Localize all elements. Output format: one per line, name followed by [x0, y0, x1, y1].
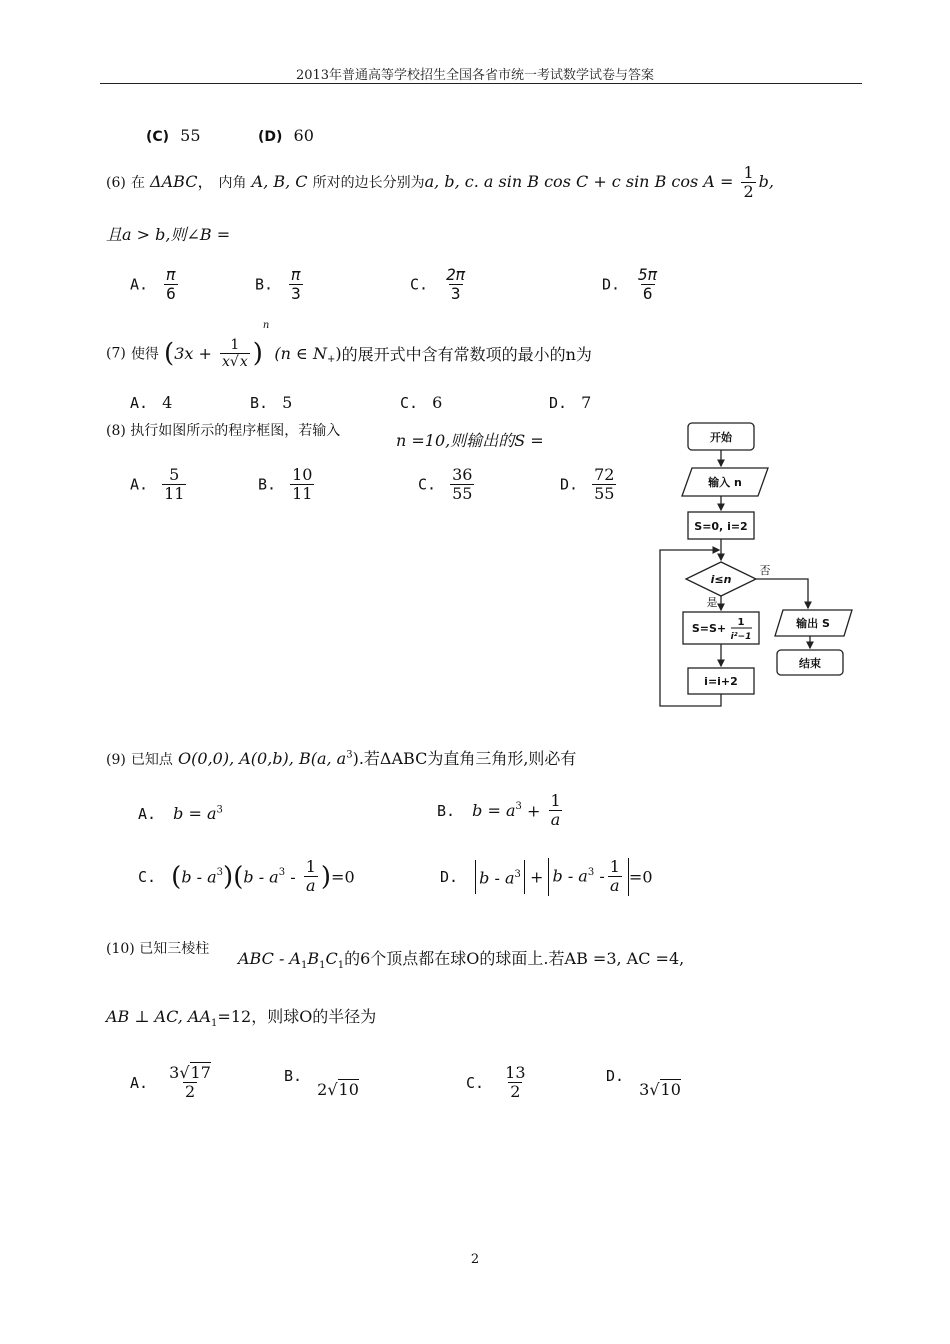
q7-cond-sub: + [326, 354, 336, 366]
q9-c-p2: b - a [243, 867, 279, 887]
q7-d-value: 7 [581, 393, 592, 412]
q9-points-close: ).若ΔABC为直角三角形,则必有 [352, 749, 577, 768]
q10-prism-b: B [307, 949, 320, 968]
flow-update-i-text: i=i+2 [704, 675, 738, 688]
q9-b-exp: 3 [515, 801, 522, 813]
q6-sides: a, b, c. [424, 172, 479, 191]
q10-option-c [466, 1064, 531, 1102]
q9-c-label: C. [138, 867, 157, 886]
q6-equation-left: a sin B cos C + c sin B cos A = [483, 172, 734, 191]
q6-c-label: C. [410, 275, 429, 294]
q9-d-p2: b - a [552, 866, 588, 886]
q6-a-num: π [166, 265, 176, 284]
q9-c-minus: - [290, 867, 296, 887]
q9-option-a [138, 804, 223, 823]
q6-frac-num: 1 [743, 162, 754, 182]
q6-b-den: 3 [291, 284, 301, 304]
q10-d-coef: 3 [639, 1080, 650, 1099]
q8-c-label: C. [418, 475, 437, 494]
q9-option-c [138, 858, 355, 896]
q10-a-coef: 3 [169, 1063, 180, 1082]
q10-a-label: A. [130, 1073, 149, 1092]
flow-end-text: 结束 [799, 657, 821, 670]
q7-cond-close: ) [335, 344, 342, 363]
q6-option-d [602, 266, 662, 304]
q7-option-a [130, 393, 172, 412]
q8-c-den: 55 [452, 484, 473, 504]
q9-c-p1: b - a [181, 867, 217, 887]
q7-b-label: B. [250, 394, 269, 412]
q5-d-value: 60 [293, 126, 314, 145]
q5-c-label: (C) [146, 129, 170, 145]
q8-c-num: 36 [452, 465, 473, 484]
sqrt-icon: √ [649, 1080, 660, 1099]
flow-input-text: 输入 n [708, 476, 742, 489]
q9-d-eq: =0 [628, 867, 653, 887]
q9-d-exp1: 3 [514, 869, 521, 881]
q10-intro: 已知三棱柱 [139, 941, 210, 957]
q7-frac-den [220, 353, 250, 370]
q8-option-c [418, 466, 477, 504]
q9-b-label: B. [437, 801, 456, 820]
q7-cond: (n ∈ N [274, 344, 327, 363]
q7-a-label: A. [130, 394, 149, 412]
sqrt-icon: √ [179, 1063, 190, 1082]
q10-stem-body [238, 946, 684, 971]
q9-d-den: a [610, 876, 620, 896]
q7-b-value: 5 [282, 393, 293, 412]
q5-c-value: 55 [180, 126, 201, 145]
q6-option-a [130, 266, 181, 304]
q9-stem [106, 746, 576, 769]
q6-a-label: A. [130, 275, 149, 294]
q9-c-den: a [306, 876, 316, 896]
q6-sides-text: 所对的边长分别为 [312, 175, 425, 191]
q8-tail: n =10,则输出的S = [396, 431, 544, 450]
q9-d-abs1 [475, 860, 525, 893]
q7-c-value: 6 [432, 393, 443, 412]
q8-b-label: B. [258, 475, 277, 494]
q9-d-label: D. [440, 867, 459, 886]
q8-stem [106, 420, 340, 440]
q9-points-exp: 3 [346, 749, 353, 761]
q10-b-label: B. [284, 1067, 303, 1085]
flow-update-num: 1 [737, 617, 745, 628]
q10-sub-c: 1 [337, 960, 345, 972]
q7-close-paren: ) [252, 338, 263, 369]
q9-c-paren2-close: ) [320, 861, 332, 892]
flow-update-den: i²−1 [730, 632, 752, 642]
q9-option-b [437, 792, 566, 830]
q10-line2-tail: =12，则球O的半径为 [217, 1007, 377, 1026]
q7-expr-a: 3x + [174, 344, 212, 363]
flow-update-s-text: S=S+ [691, 622, 727, 635]
q10-c-num: 13 [505, 1063, 526, 1082]
q9-points: O(0,0), A(0,b), B(a, a [178, 749, 347, 768]
q7-den-x: x [221, 354, 230, 370]
q8-a-label: A. [130, 475, 149, 494]
page-number: 2 [470, 1252, 480, 1267]
q6-d-num: 5π [638, 265, 658, 284]
q6-vertices: A, B, C [251, 172, 308, 191]
q9-intro: 已知点 [130, 752, 173, 768]
q6-stem [106, 162, 774, 203]
q6-comma: ， [197, 172, 214, 191]
flow-output-text: 输出 S [796, 617, 830, 630]
q9-a-label: A. [138, 805, 157, 823]
q9-b-expr: b = a [472, 801, 516, 821]
q6-intro: 在 [130, 175, 145, 191]
q9-a-exp: 3 [216, 804, 223, 816]
q10-option-b [284, 1066, 359, 1099]
q10-sub-a: 1 [300, 960, 308, 972]
q7-tail: 的展开式中含有常数项的最小的n为 [341, 345, 592, 364]
q9-option-d [440, 858, 653, 896]
q10-prism: ABC - A [238, 949, 301, 968]
q7-d-label: D. [549, 394, 568, 412]
q7-open-paren: ( [164, 338, 175, 369]
q10-c-label: C. [466, 1073, 485, 1092]
program-flowchart [655, 420, 870, 710]
q8-b-num: 10 [292, 465, 313, 484]
q6-d-den: 6 [642, 284, 653, 304]
flow-yes-label: 是 [706, 596, 718, 609]
q10-line2-text: AB ⊥ AC, AA [106, 1007, 212, 1026]
q8-number: (8) [106, 423, 126, 439]
q6-c-num: 2π [446, 265, 466, 284]
q6-option-c [410, 266, 470, 304]
q9-b-plus: + [526, 801, 541, 821]
q6-half-fraction [741, 164, 755, 202]
q5-d-label: (D) [258, 129, 283, 145]
q10-option-d [606, 1066, 681, 1099]
q10-prism-tail: 的6个顶点都在球O的球面上.若AB =3, AC =4, [344, 949, 685, 968]
q10-line2-sub: 1 [211, 1018, 218, 1030]
q5-option-c [146, 126, 201, 145]
q10-a-rad: 17 [190, 1063, 211, 1082]
q8-a-num: 5 [169, 465, 180, 484]
q10-b-coef: 2 [317, 1080, 328, 1099]
q6-number: (6) [106, 175, 126, 191]
q10-a-den: 2 [184, 1082, 196, 1102]
q10-stem-head [106, 938, 209, 958]
sqrt-icon: √ [229, 354, 239, 370]
q9-c-paren2-open: ( [233, 861, 244, 892]
q9-d-plus: + [529, 867, 544, 887]
q8-option-d [560, 466, 619, 504]
q10-b-rad: 10 [338, 1080, 359, 1099]
q9-c-num: 1 [305, 857, 316, 876]
sqrt-icon: √ [327, 1080, 338, 1099]
q8-d-label: D. [560, 475, 579, 494]
q8-intro: 执行如图所示的程序框图，若输入 [130, 423, 341, 439]
flow-no-label: 否 [759, 564, 771, 577]
header-rule [100, 83, 862, 84]
q6-option-b [255, 266, 306, 304]
q7-a-value: 4 [162, 393, 173, 412]
q9-d-abs2 [548, 858, 628, 896]
q6-a-den: 6 [166, 284, 176, 304]
q10-sub-b: 1 [319, 960, 326, 972]
q8-d-den: 55 [594, 484, 615, 504]
flow-init-text: S=0, i=2 [694, 520, 748, 533]
q10-c-den: 2 [510, 1082, 521, 1102]
q7-option-c [400, 393, 442, 412]
flow-start-text: 开始 [710, 431, 732, 444]
q8-d-num: 72 [594, 465, 615, 484]
flow-cond-text: i≤n [710, 573, 732, 586]
q9-d-minus: - [599, 866, 605, 886]
q7-option-b [250, 393, 292, 412]
q6-b-label: B. [255, 275, 274, 294]
q8-option-b [258, 466, 317, 504]
q7-intro: 使得 [130, 346, 159, 363]
q9-c-exp2: 3 [278, 867, 286, 879]
q7-c-label: C. [400, 394, 419, 412]
q6-line2: 且a > b,则∠B = [106, 225, 231, 244]
q9-d-num: 1 [609, 857, 620, 876]
q10-line2 [106, 1004, 376, 1029]
q9-c-paren1-close: ) [223, 861, 234, 892]
q8-option-a [130, 466, 189, 504]
q10-d-rad: 10 [660, 1080, 681, 1099]
q10-prism-c: C [325, 949, 338, 968]
q9-b-den: a [550, 810, 561, 830]
q9-c-eq: =0 [331, 867, 355, 887]
q7-den-rad: x [239, 354, 248, 370]
q6-c-den: 3 [450, 284, 461, 304]
q7-option-d [549, 393, 591, 412]
q5-option-d [258, 126, 314, 145]
q6-inner-angle: 内角 [218, 175, 247, 191]
q8-b-den: 11 [292, 484, 313, 504]
q7-frac-num: 1 [230, 336, 240, 353]
q6-frac-den: 2 [743, 182, 754, 201]
q8-a-den: 11 [164, 484, 185, 504]
q10-option-a [130, 1064, 216, 1102]
q7-exponent: n [262, 320, 270, 331]
q9-c-exp1: 3 [216, 867, 224, 879]
q10-d-label: D. [606, 1067, 625, 1085]
q6-b-num: π [291, 265, 301, 284]
q7-number: (7) [106, 345, 126, 362]
q9-number: (9) [106, 752, 126, 768]
q6-equation-right: b, [758, 172, 774, 191]
q9-b-num: 1 [550, 791, 561, 810]
q9-c-paren1-open: ( [171, 861, 182, 892]
q6-d-label: D. [602, 275, 621, 294]
q9-d-exp2: 3 [587, 867, 595, 879]
q7-fraction [220, 337, 250, 370]
q10-number: (10) [106, 941, 135, 957]
q9-a-expr: b = a [173, 804, 217, 823]
q9-d-p1: b - a [479, 868, 515, 888]
q6-triangle: ΔABC [150, 172, 198, 191]
page-header: 2013年普通高等学校招生全国各省市统一考试数学试卷与答案 [295, 68, 655, 83]
q7-stem [106, 320, 592, 370]
